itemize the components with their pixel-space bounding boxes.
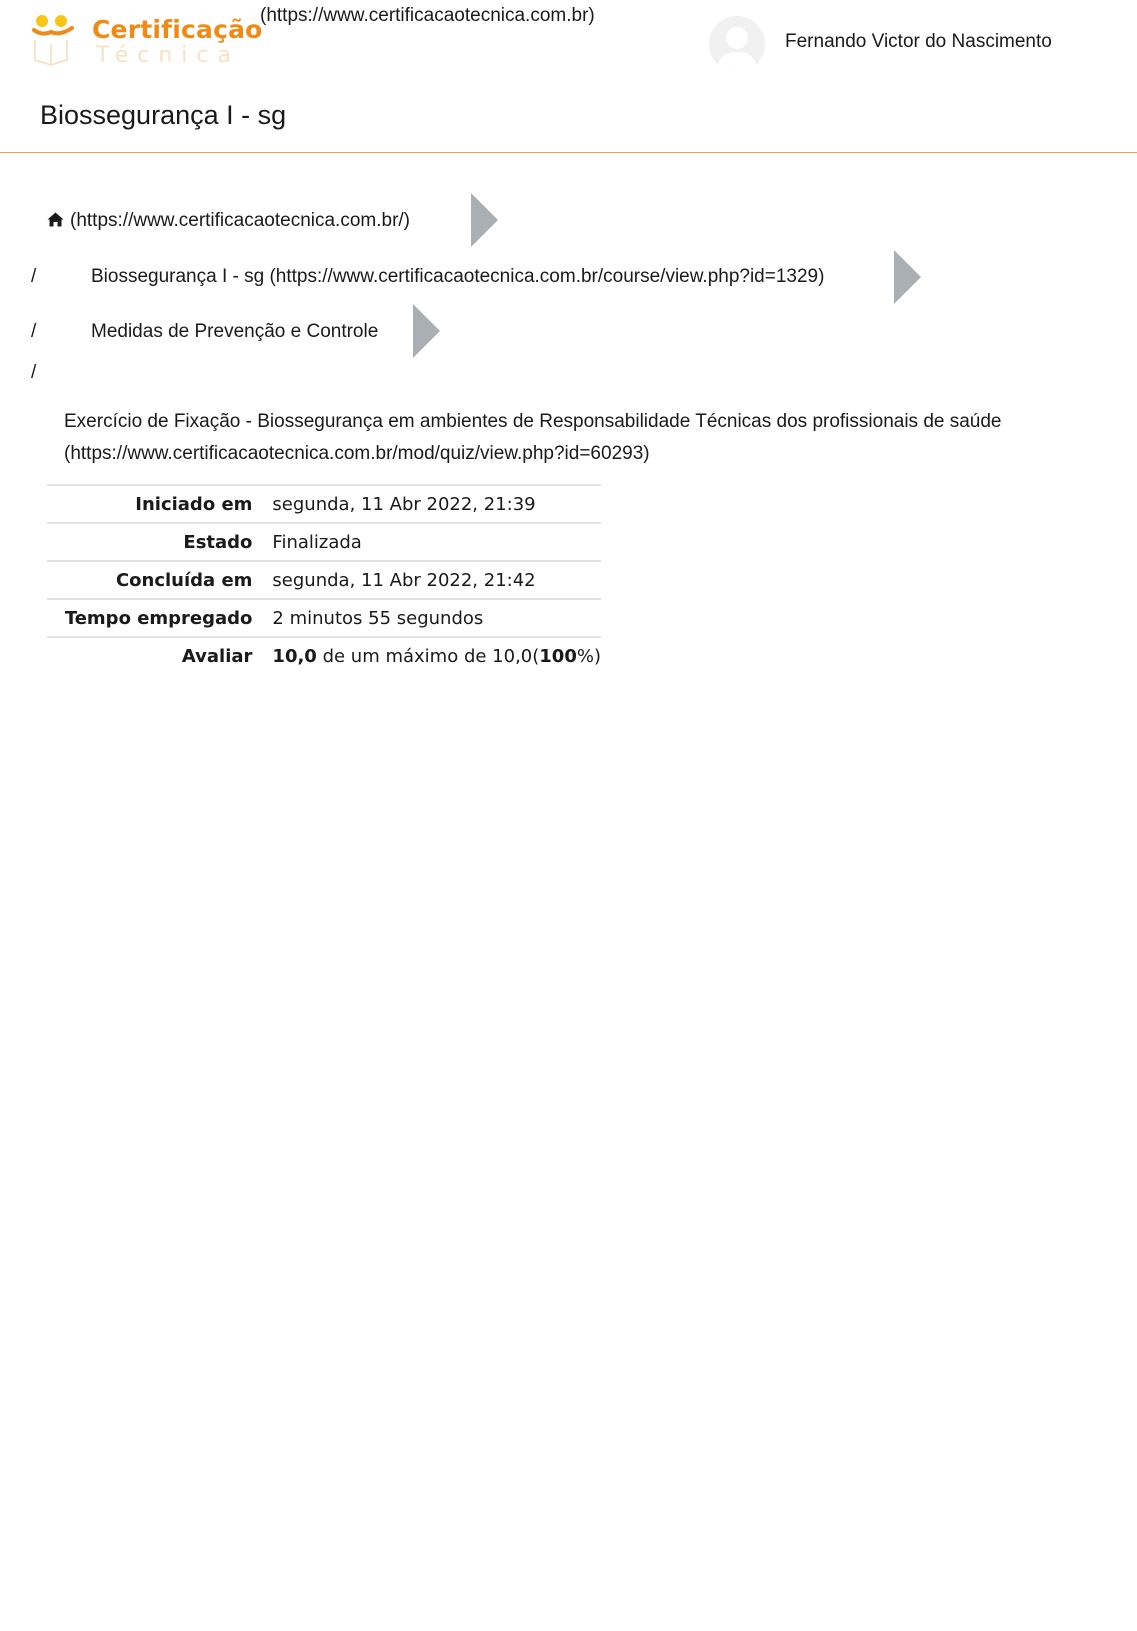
breadcrumb-separator: / [31,362,37,383]
row-label: Estado [183,531,253,553]
logo-figures-icon [32,10,92,70]
breadcrumb-arrow-icon [471,193,498,247]
breadcrumb-item-section[interactable]: Medidas de Prevenção e Controle [91,321,379,342]
quiz-summary-table [47,484,601,674]
breadcrumb-arrow-icon [894,250,921,304]
title-divider [0,152,1137,153]
breadcrumb-separator: / [31,266,37,287]
home-icon [47,212,64,227]
table-row [47,561,601,599]
table-row [47,599,601,637]
grade-score: 10,0 [272,645,317,667]
row-value: Finalizada [272,531,362,553]
breadcrumb-separator: / [31,321,37,342]
breadcrumb-home[interactable] [47,210,410,232]
user-name[interactable]: Fernando Victor do Nascimento [785,31,1052,52]
page-title: Biossegurança I - sg [40,100,287,130]
site-logo[interactable] [32,10,263,70]
table-row [47,485,601,523]
grade-value [272,637,601,674]
breadcrumb-item-course[interactable]: Biossegurança I - sg (https://www.certificacaotecnica.com.br/course/view.php?id=1329) [91,266,825,287]
row-label: Concluída em [115,569,253,591]
logo-wordmark-top: Certificação [92,15,263,44]
breadcrumb-home-label: (https://www.certificacaotecnica.com.br/) [70,210,410,231]
user-avatar[interactable] [709,16,765,72]
row-label: Tempo empregado [64,607,253,629]
logo-wordmark-bottom: Técnica [96,43,240,68]
default-user-icon [709,16,765,72]
breadcrumb-arrow-icon [413,304,440,358]
table-row [47,523,601,561]
row-value: segunda, 11 Abr 2022, 21:42 [272,569,536,591]
grade-label: Avaliar [181,645,253,667]
row-value: segunda, 11 Abr 2022, 21:39 [272,493,536,515]
table-row [47,637,601,674]
grade-suffix: %) [576,645,601,667]
home-link-url[interactable]: (https://www.certificacaotecnica.com.br) [260,5,595,26]
row-value: 2 minutos 55 segundos [272,607,484,629]
grade-percent: 100 [539,645,577,667]
breadcrumb-item-quiz[interactable]: Exercício de Fixação - Biossegurança em ambientes de Responsabilidade Técnicas dos profissionais de saúde (https://www.certificacaotecnica.com.br/mod/quiz/view.php?id=60293) [64,411,1002,464]
row-label: Iniciado em [135,493,253,515]
grade-max-text: de um máximo de 10,0( [322,645,540,667]
